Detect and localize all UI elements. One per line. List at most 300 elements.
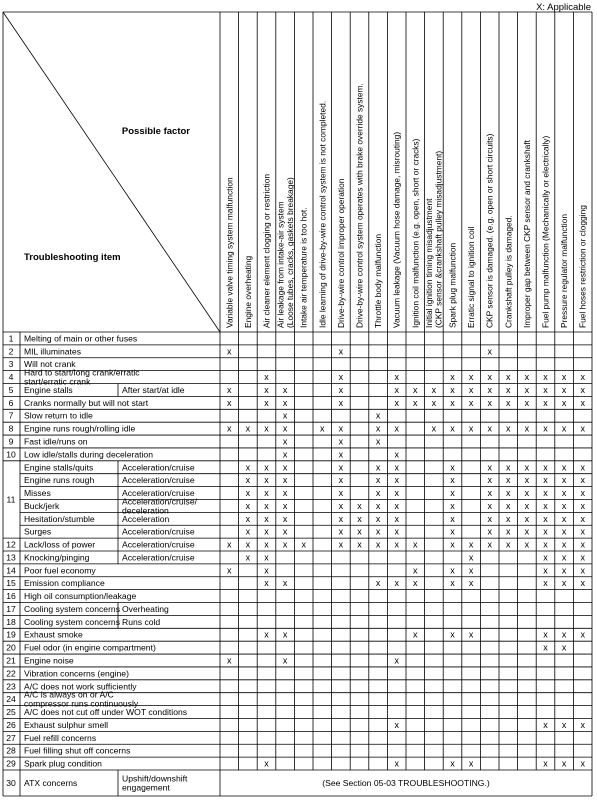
applicable-mark: x: [506, 475, 511, 486]
row-number: 17: [6, 603, 16, 614]
row-item: Exhaust sulphur smell: [24, 719, 109, 730]
applicable-mark: x: [543, 552, 548, 563]
factor-header: Fuel hoses restriction or clogging: [577, 205, 588, 328]
applicable-mark: x: [394, 397, 399, 408]
applicable-mark: x: [245, 500, 251, 511]
factor-header: Spark plug malfunction: [447, 242, 458, 328]
factor-header: Improper gap between CKP sensor and crankshaft: [521, 140, 532, 328]
row-number: 28: [6, 745, 16, 756]
row-number: 27: [6, 732, 16, 743]
row-item: Hesitation/stumble: [24, 513, 95, 524]
row-item: Engine stalls/quits: [24, 462, 94, 473]
applicable-mark: x: [468, 397, 474, 408]
applicable-mark: x: [375, 436, 381, 447]
applicable-mark: x: [227, 423, 232, 434]
applicable-mark: x: [264, 526, 269, 537]
factor-header: Engine overheating: [242, 255, 253, 328]
applicable-mark: x: [561, 500, 567, 511]
applicable-mark: x: [561, 475, 567, 486]
applicable-mark: x: [450, 539, 455, 550]
row-item: Fuel odor (in engine compartment): [24, 642, 156, 653]
row-number: 29: [6, 758, 16, 769]
applicable-mark: x: [561, 488, 567, 499]
applicable-mark: x: [543, 629, 548, 640]
row-number: 3: [8, 359, 14, 370]
applicable-mark: x: [450, 384, 455, 395]
applicable-mark: x: [468, 539, 474, 550]
row-number: 4: [8, 372, 14, 383]
row-item: Low idle/stalls during deceleration: [24, 449, 153, 460]
row-number: 7: [8, 410, 14, 421]
factor-header: Air cleaner element clogging or restriction: [261, 173, 272, 328]
row-item: Spark plug condition: [24, 758, 102, 769]
applicable-mark: x: [282, 655, 288, 666]
row-condition: Acceleration/cruise: [122, 475, 195, 486]
applicable-mark: x: [394, 500, 399, 511]
applicable-mark: x: [487, 475, 492, 486]
applicable-mark: x: [487, 488, 492, 499]
applicable-mark: x: [264, 423, 269, 434]
row-item: Vibration concerns (engine): [24, 668, 129, 679]
applicable-mark: x: [245, 423, 251, 434]
applicable-mark: x: [282, 449, 288, 460]
applicable-mark: x: [561, 423, 567, 434]
applicable-mark: x: [282, 578, 288, 589]
row-number: 26: [6, 719, 16, 730]
row-item: High oil consumption/leakage: [24, 591, 137, 602]
applicable-mark: x: [338, 449, 344, 460]
row-item: Knocking/pinging: [24, 552, 90, 563]
factor-header: CKP sensor is damaged. (e.g. open or short circuits): [484, 133, 495, 328]
row-number: 16: [6, 591, 16, 602]
row-number: 10: [6, 449, 16, 460]
applicable-mark: x: [282, 423, 288, 434]
applicable-mark: x: [487, 346, 492, 357]
row-condition: Acceleration/cruise: [122, 488, 195, 499]
applicable-mark: x: [413, 539, 418, 550]
applicable-mark: x: [506, 513, 511, 524]
factor-header: Vacuum leakage (Vacuum hose damage, misrouting): [391, 131, 402, 328]
row-condition: Overheating: [122, 603, 169, 614]
applicable-mark: x: [487, 397, 492, 408]
applicable-mark: x: [394, 526, 399, 537]
applicable-mark: x: [282, 539, 288, 550]
applicable-mark: x: [394, 719, 399, 730]
row-number: 8: [8, 423, 14, 434]
applicable-mark: x: [245, 552, 251, 563]
row-number: 18: [6, 616, 16, 627]
factor-header: Fuel pump malfunction (Mechanically or electrically): [540, 135, 551, 328]
applicable-mark: x: [543, 526, 548, 537]
row-item: Hard to start/long crank/erratic: [24, 367, 140, 378]
applicable-mark: x: [580, 384, 585, 395]
row-item: Poor fuel economy: [24, 565, 96, 576]
applicable-mark: x: [450, 423, 455, 434]
applicable-mark: x: [487, 526, 492, 537]
row-item: Will not crank: [24, 359, 76, 370]
applicable-mark: x: [413, 578, 418, 589]
row-number: 24: [6, 694, 16, 705]
applicable-mark: x: [524, 475, 530, 486]
factor-header: Initial ignition timing misadjustment: [424, 198, 435, 328]
troubleshooting-item-label: Troubleshooting item: [24, 252, 121, 263]
applicable-mark: x: [282, 488, 288, 499]
applicable-mark: x: [394, 758, 399, 769]
applicable-mark: x: [264, 475, 269, 486]
row-number: 23: [6, 681, 16, 692]
applicable-mark: x: [394, 372, 399, 383]
factor-header: Idle learning of drive-by-wire control system is not completed.: [317, 100, 328, 328]
applicable-mark: x: [561, 719, 567, 730]
row-item: Buck/jerk: [24, 500, 60, 511]
factor-header: Variable valve timing system malfunction: [224, 177, 235, 328]
applicable-mark: x: [543, 384, 548, 395]
applicable-mark: x: [450, 578, 455, 589]
applicable-mark: x: [506, 539, 511, 550]
row-item: Misses: [24, 488, 51, 499]
applicable-mark: x: [375, 578, 381, 589]
factor-header: Throttle body malfunction: [373, 233, 384, 328]
row-item: Engine stalls: [24, 384, 73, 395]
applicable-mark: x: [282, 436, 288, 447]
applicable-mark: x: [580, 552, 585, 563]
applicable-mark: x: [338, 384, 344, 395]
applicable-mark: x: [375, 462, 381, 473]
applicable-mark: x: [394, 488, 399, 499]
applicable-mark: x: [561, 642, 567, 653]
factor-header: Erratic signal to ignition coil: [466, 226, 477, 328]
row-item: Engine runs rough/rolling idle: [24, 423, 136, 434]
applicable-mark: x: [450, 629, 455, 640]
row-item: Surges: [24, 526, 52, 537]
applicable-mark: x: [431, 384, 437, 395]
applicable-mark: x: [524, 423, 530, 434]
applicable-mark: x: [506, 372, 511, 383]
applicable-mark: x: [468, 629, 474, 640]
applicable-mark: x: [264, 552, 269, 563]
applicable-mark: x: [282, 462, 288, 473]
applicable-mark: x: [487, 372, 492, 383]
applicable-mark: x: [524, 384, 530, 395]
applicable-mark: x: [450, 526, 455, 537]
applicable-mark: x: [394, 475, 399, 486]
applicable-mark: x: [543, 642, 548, 653]
factor-header: Ignition coil malfunction (e.g. open, short or cracks): [410, 138, 421, 328]
applicable-mark: x: [561, 372, 567, 383]
applicable-mark: x: [543, 475, 548, 486]
applicable-mark: x: [561, 552, 567, 563]
applicable-mark: x: [580, 372, 585, 383]
applicable-mark: x: [338, 346, 344, 357]
applicable-mark: x: [561, 758, 567, 769]
applicable-mark: x: [264, 488, 269, 499]
header-diagonal-line: [3, 12, 220, 332]
applicable-mark: x: [375, 513, 381, 524]
applicable-mark: x: [468, 578, 474, 589]
applicable-mark: x: [450, 513, 455, 524]
applicable-mark: x: [468, 565, 474, 576]
applicable-mark: x: [506, 397, 511, 408]
applicable-mark: x: [227, 539, 232, 550]
applicable-mark: x: [264, 384, 269, 395]
row-item: Cranks normally but will not start: [24, 397, 149, 408]
applicable-mark: x: [413, 397, 418, 408]
applicable-mark: x: [580, 475, 585, 486]
applicable-mark: x: [227, 346, 232, 357]
row-item: Cooling system concerns: [24, 603, 121, 614]
row-item: Fuel refill concerns: [24, 732, 97, 743]
applicable-mark: x: [524, 462, 530, 473]
applicable-mark: x: [375, 410, 381, 421]
row-number: 15: [6, 578, 16, 589]
applicable-mark: x: [282, 526, 288, 537]
row-item: Engine noise: [24, 655, 74, 666]
row-item: Exhaust smoke: [24, 629, 83, 640]
applicable-mark: x: [524, 513, 530, 524]
row-item: start/erratic crank: [24, 376, 91, 387]
applicable-mark: x: [543, 758, 548, 769]
applicable-mark: x: [561, 513, 567, 524]
row-item: Engine runs rough: [24, 475, 95, 486]
applicable-mark: x: [227, 397, 232, 408]
applicable-mark: x: [338, 526, 344, 537]
applicable-mark: x: [338, 513, 344, 524]
applicable-mark: x: [282, 513, 288, 524]
factor-header: Intake air temperature is too hot.: [298, 207, 309, 328]
applicable-mark: x: [561, 565, 567, 576]
applicable-mark: x: [282, 384, 288, 395]
row-condition: Acceleration/cruise/: [122, 496, 197, 507]
applicable-mark: x: [487, 539, 492, 550]
applicable-mark: x: [431, 397, 437, 408]
applicable-mark: x: [394, 384, 399, 395]
row-number: 2: [8, 346, 14, 357]
applicable-mark: x: [580, 526, 585, 537]
applicable-mark: x: [487, 500, 492, 511]
applicable-mark: x: [264, 500, 269, 511]
applicable-mark: x: [580, 719, 585, 730]
applicable-mark: x: [375, 539, 381, 550]
applicable-mark: x: [506, 488, 511, 499]
applicable-mark: x: [264, 629, 269, 640]
applicable-mark: x: [245, 539, 251, 550]
applicable-mark: x: [561, 578, 567, 589]
applicable-mark: x: [264, 539, 269, 550]
applicable-mark: x: [487, 513, 492, 524]
applicable-mark: x: [580, 565, 585, 576]
row-number: 12: [6, 539, 16, 550]
applicable-mark: x: [543, 397, 548, 408]
applicable-mark: x: [561, 629, 567, 640]
applicable-mark: x: [375, 475, 381, 486]
applicable-mark: x: [543, 462, 548, 473]
applicable-mark: x: [580, 513, 585, 524]
applicable-mark: x: [282, 475, 288, 486]
applicable-mark: x: [450, 488, 455, 499]
applicable-mark: x: [580, 397, 585, 408]
applicable-mark: x: [338, 423, 344, 434]
applicable-mark: x: [413, 629, 418, 640]
applicable-mark: x: [543, 539, 548, 550]
row-item: ATX concerns: [24, 778, 78, 788]
applicable-mark: x: [543, 565, 548, 576]
row-condition: engagement: [122, 782, 170, 793]
applicable-mark: x: [524, 539, 530, 550]
applicable-mark: x: [543, 372, 548, 383]
applicable-mark: x: [450, 372, 455, 383]
atx-note: (See Section 05-03 TROUBLESHOOTING.): [322, 778, 490, 788]
row-item: Fast idle/runs on: [24, 436, 88, 447]
applicable-mark: x: [561, 397, 567, 408]
applicable-mark: x: [487, 423, 492, 434]
row-item: A/C does not work sufficiently: [24, 681, 137, 692]
applicable-mark: x: [264, 578, 269, 589]
row-number: 21: [6, 655, 16, 666]
row-item: Emission compliance: [24, 578, 105, 589]
applicable-mark: x: [282, 397, 288, 408]
applicable-mark: x: [338, 500, 344, 511]
applicable-mark: x: [357, 526, 362, 537]
applicable-mark: x: [561, 526, 567, 537]
applicable-mark: x: [264, 565, 269, 576]
applicable-mark: x: [394, 513, 399, 524]
applicable-mark: x: [561, 462, 567, 473]
factor-header: Drive-by-wire control improper operation: [335, 178, 346, 328]
applicable-mark: x: [375, 488, 381, 499]
applicable-mark: x: [227, 655, 232, 666]
row-number: 25: [6, 707, 16, 718]
applicable-mark: x: [357, 500, 362, 511]
applicable-mark: x: [506, 526, 511, 537]
applicable-mark: x: [375, 423, 381, 434]
applicable-mark: x: [227, 384, 232, 395]
applicable-mark: x: [487, 384, 492, 395]
applicable-mark: x: [338, 372, 344, 383]
applicable-mark: x: [245, 526, 251, 537]
row-condition: Acceleration: [122, 513, 170, 524]
factor-header: Drive-by-wire control system operates with brake override system.: [354, 83, 365, 328]
applicable-mark: x: [580, 629, 585, 640]
applicable-mark: x: [357, 539, 362, 550]
applicable-mark: x: [561, 539, 567, 550]
applicable-mark: x: [580, 500, 585, 511]
applicable-mark: x: [338, 475, 344, 486]
row-item: compressor runs continuously: [24, 698, 139, 709]
applicable-mark: x: [524, 372, 530, 383]
applicable-mark: x: [394, 578, 399, 589]
row-condition: Acceleration/cruise: [122, 539, 195, 550]
applicable-mark: x: [282, 410, 288, 421]
row-item: MIL illuminates: [24, 346, 81, 357]
applicable-mark: x: [468, 552, 474, 563]
applicable-mark: x: [468, 758, 474, 769]
applicable-mark: x: [450, 500, 455, 511]
factor-header: Crankshaft pulley is damaged.: [503, 215, 514, 328]
applicable-mark: x: [580, 758, 585, 769]
applicable-mark: x: [580, 488, 585, 499]
row-item: Slow return to idle: [24, 410, 93, 421]
factor-header: (CKP sensor &crankshaft pulley misadjustment): [433, 150, 444, 328]
row-item: Fuel filling shut off concerns: [24, 745, 131, 756]
applicable-mark: x: [264, 513, 269, 524]
row-item: Cooling system concerns: [24, 616, 121, 627]
applicable-mark: x: [543, 513, 548, 524]
row-condition: Acceleration/cruise: [122, 552, 195, 563]
applicable-mark: x: [580, 578, 585, 589]
applicable-mark: x: [394, 423, 399, 434]
applicable-mark: x: [338, 397, 344, 408]
applicable-mark: x: [264, 372, 269, 383]
applicable-mark: x: [282, 629, 288, 640]
applicable-mark: x: [450, 462, 455, 473]
factor-header: Pressure regulator malfunction: [559, 213, 570, 328]
applicable-mark: x: [431, 423, 437, 434]
applicable-mark: x: [543, 488, 548, 499]
applicable-mark: x: [524, 397, 530, 408]
row-number: 19: [6, 629, 16, 640]
row-condition: Upshift/downshift: [122, 773, 188, 784]
applicable-mark: x: [468, 384, 474, 395]
row-number: 9: [8, 436, 14, 447]
applicable-mark: x: [450, 565, 455, 576]
applicable-mark: x: [506, 384, 511, 395]
applicable-mark: x: [245, 462, 251, 473]
row-item: A/C is always on or A/C: [24, 689, 114, 700]
applicable-mark: x: [282, 500, 288, 511]
applicable-mark: x: [524, 526, 530, 537]
applicable-mark: x: [245, 475, 251, 486]
row-condition: deceleration: [122, 505, 169, 516]
applicable-mark: x: [468, 423, 474, 434]
applicable-mark: x: [506, 462, 511, 473]
applicable-mark: x: [320, 423, 325, 434]
applicable-mark: x: [450, 475, 455, 486]
row-number: 22: [6, 668, 16, 679]
row-number: 5: [8, 384, 14, 395]
applicable-mark: x: [394, 539, 399, 550]
applicable-mark: x: [227, 565, 232, 576]
factor-header: (Loose tubes, cracks, gaskets breakage): [284, 177, 295, 328]
applicable-mark: x: [413, 565, 418, 576]
row-item: A/C does not cut off under WOT conditions: [24, 707, 188, 718]
applicable-mark: x: [580, 423, 585, 434]
applicable-mark: x: [375, 526, 381, 537]
applicable-mark: x: [543, 578, 548, 589]
applicable-mark: x: [468, 372, 474, 383]
row-number: 14: [6, 565, 16, 576]
applicable-mark: x: [338, 488, 344, 499]
applicable-mark: x: [394, 462, 399, 473]
applicable-mark: x: [394, 655, 399, 666]
applicable-mark: x: [506, 500, 511, 511]
applicable-mark: x: [264, 462, 269, 473]
applicable-mark: x: [450, 397, 455, 408]
applicable-mark: x: [543, 423, 548, 434]
row-number: 30: [6, 778, 16, 788]
row-condition: Runs cold: [122, 616, 161, 627]
applicable-mark: x: [338, 462, 344, 473]
row-number: 13: [6, 552, 16, 563]
row-condition: Acceleration/cruise: [122, 526, 195, 537]
applicable-mark: x: [301, 539, 306, 550]
factor-header: Air leakage from intake-air system: [275, 201, 286, 328]
applicable-mark: x: [338, 436, 344, 447]
applicable-mark: x: [264, 758, 269, 769]
applicable-mark: x: [394, 449, 399, 460]
applicable-mark: x: [357, 513, 362, 524]
row-item: Lack/loss of power: [24, 539, 96, 550]
applicable-mark: x: [543, 719, 548, 730]
